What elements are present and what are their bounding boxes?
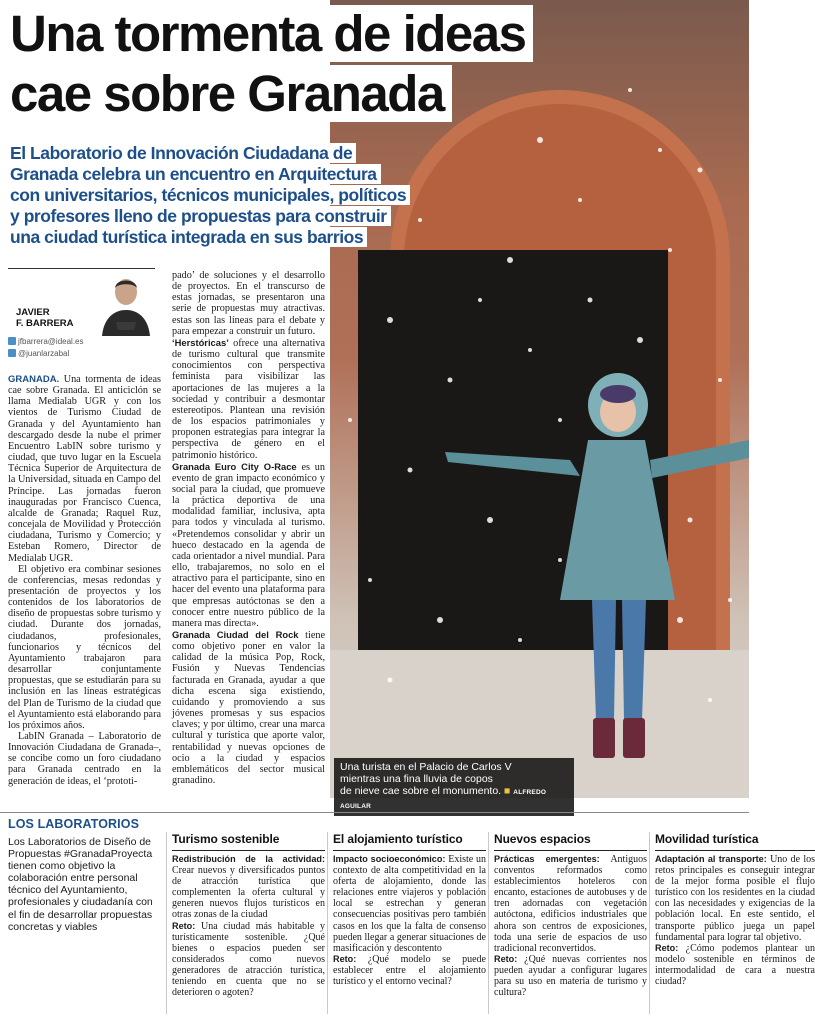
headline-line-1: Una tormenta de ideas	[8, 5, 533, 62]
section-divider	[0, 812, 749, 813]
paragraph-1	[8, 374, 161, 564]
lab-key-1: Adaptación al transporte:	[655, 854, 767, 864]
author-name	[16, 308, 96, 329]
caption-line-3-text: de nieve cae sobre el monumento.	[340, 785, 502, 797]
lab-column-text	[172, 854, 325, 998]
lab-column-alojamiento	[333, 832, 486, 1022]
column-divider	[166, 832, 167, 1014]
lab-text-2: ¿Qué nuevas corrientes nos pueden ayudar a configurar lugares para su uso en materia de turismo y cultura?	[494, 953, 647, 999]
lab-text-2: Una ciudad más habitable y turísticamente sostenible. ¿Qué bienes o espacios pueden ser considerados como nuevos generadores de atracción turística, teniendo en cuenta que no se deterioren o agoten?	[172, 920, 325, 999]
lab-text-2: ¿Cómo podemos plantear un modelo sostenible en términos de intermodalidad de cara a nuestra ciudad?	[655, 942, 815, 988]
lab-column-text	[655, 854, 815, 987]
author-avatar	[98, 272, 154, 336]
byline	[8, 272, 155, 342]
lab-column-title: Turismo sostenible	[172, 832, 325, 851]
column-divider	[488, 832, 489, 1014]
paragraph-1-text: Una tormenta de ideas cae sobre Granada. El anticiclón se llama Medialab UGR y con los vientos de Turismo Ciudad de Granada y del Ayuntamiento han descargado desde la nube el primer Encuentro LabIN sobre turismo y ciudad, que tuvo lugar en la Escuela Técnica Superior de Arquitectura de la Universidad, situada en Campo del Príncipe. Las jornadas fueron inauguradas por Francisco Cuenca, alcalde de Granada; Raquel Ruz, concejala de Movilidad y Protección ciudadana, Turismo y Comercio; y Esteban Romero, Director de Medialab UGR.	[8, 374, 161, 564]
author-name-line-2: F. BARRERA	[16, 317, 74, 329]
dateline: GRANADA.	[8, 374, 60, 385]
herstoricas-text: ofrece una alternativa de turismo cultural que transmite conocimientos con perspectiva feminista para visibilizar las aportaciones de las mujeres a la sociedad y contribuir a desmontar estereotipos. Plantean una revisión de los espacios patrimoniales y proponen estrategias para integrar la perspectiva de género en el patrimonio histórico.	[172, 337, 325, 461]
caption-line-3	[340, 785, 568, 813]
photo-caption	[334, 758, 574, 816]
o-race-text: es un evento de gran impacto económico y social para la ciudad, que promueve la práctica deportiva de una modalidad familiar, inclusiva, apta para todos y vinculada al turismo. «Pretendemos consolidar y abrir un hueco destacado en la agenda de cada orientador a nivel mundial. Para ello, trabajaremos, no solo en el atractivo para el participante, sino en hacer del evento una plataforma para que empresas autóctonas se den a conocer entre nuestro público de la manera mas directa».	[172, 461, 325, 629]
caption-line-2: mientras una fina lluvia de copos	[340, 773, 493, 785]
lab-text-1: Antiguos conventos reformados como establecimientos hoteleros con encanto, estaciones de autobuses y de tren adornadas con vegetación autóctona, edificios industriales que ahora son centros de exposiciones, toda una serie de espacios de uso tradicional reconvertidos.	[494, 854, 647, 954]
paragraph-o-race	[172, 461, 325, 629]
lab-column-turismo	[172, 832, 325, 1022]
lab-key-1: Prácticas emergentes:	[494, 854, 600, 864]
lab-column-title: Nuevos espacios	[494, 832, 647, 851]
subhead-line-5: una ciudad turística integrada en sus barrios	[8, 227, 367, 247]
subhead-line-4: y profesores lleno de propuestas para construir	[8, 206, 391, 226]
lab-key-1: Redistribución de la actividad:	[172, 854, 325, 864]
article-column-1	[8, 374, 161, 787]
paragraph-3: LabIN Granada – Laboratorio de Innovación Ciudadana de Granada–, se concibe como un foro ciudadano para Granada centrado en la generación de ideas, el ‘prototi-	[8, 731, 161, 787]
paragraph-4: pado’ de soluciones y el desarrollo de proyectos. En el transcurso de estas jornadas, se presentaron una serie de propuestas muy atractivas. estas son las líneas para el debate y para empezar a construir un futuro.	[172, 270, 325, 337]
author-email-line	[8, 337, 155, 347]
lab-column-movilidad	[655, 832, 815, 1022]
lab-column-title: Movilidad turística	[655, 832, 815, 851]
lab-key-2: Reto:	[655, 942, 679, 953]
subheadline	[8, 143, 446, 248]
subhead-line-2: Granada celebra un encuentro en Arquitectura	[8, 164, 381, 184]
laboratorios-title: LOS LABORATORIOS	[8, 817, 140, 831]
column-divider	[649, 832, 650, 1014]
twitter-icon	[8, 349, 16, 357]
lab-column-nuevos-espacios	[494, 832, 647, 1022]
lab-column-text	[494, 854, 647, 998]
caption-line-1: Una turista en el Palacio de Carlos V	[340, 761, 512, 773]
column-divider	[327, 832, 328, 1014]
byline-divider	[8, 268, 155, 269]
herstoricas-title: ‘Herstóricas’	[172, 336, 229, 348]
lab-column-text	[333, 854, 486, 987]
author-name-line-1: JAVIER	[16, 307, 50, 318]
author-twitter-line	[8, 349, 155, 359]
lab-text-1: Crear nuevos y diversificados puntos de atracción turística que complementen la oferta cultural y generen nuevos flujos turísticos en otras zonas de la ciudad	[172, 865, 325, 921]
rock-title: Granada Ciudad del Rock	[172, 629, 299, 640]
laboratorios-intro: Los Laboratorios de Diseño de Propuestas #GranadaProyecta tienen como objetivo la colaboración entre personal técnico del Ayuntamiento, profesionales y ciudadanía con el fin de desarrollar propuestas concretas y viables	[8, 836, 153, 933]
email-icon	[8, 337, 16, 345]
o-race-title: Granada Euro City O-Race	[172, 460, 297, 472]
paragraph-2: El objetivo era combinar sesiones de conferencias, mesas redondas y presentación de proyectos y los contenidos de los laboratorios de diseño de propuestas sobre turismo y ciudad. Durante dos jornadas, ciudadanos, profesionales, funcionarios y técnicos del Ayuntamiento trabajaron para desarrollar conjuntamente propuestas, que se estudiarán para su inclusión en las líneas estratégicas del Plan de Turismo de la ciudad que el Ayuntamiento está elaborando para los próximos años.	[8, 563, 161, 731]
author-email[interactable]: jfbarrera@ideal.es	[18, 337, 84, 346]
headline	[8, 4, 598, 124]
paragraph-rock	[172, 629, 325, 786]
subhead-line-3: con universitarios, técnicos municipales, políticos	[8, 185, 410, 205]
lab-column-title: El alojamiento turístico	[333, 832, 486, 851]
lab-text-1: Uno de los retos principales es conseguir integrar de la mejor forma posible el flujo turístico con los residentes en la ciudad con las necesidades y exigencias de la población local. En este sentido, el transporte público juega un papel fundamental para lograr tal objetivo.	[655, 854, 815, 943]
lab-key-2: Reto:	[494, 953, 518, 964]
lab-key-2: Reto:	[172, 920, 196, 931]
rock-text: tiene como objetivo poner en valor la calidad de la música Pop, Rock, Fusión y Nuevas Tendencias facturada en Granada, ayudar a que dicha escena siga existiendo, cuidando y promoviendo a sus jóvenes promesas y sus espacios claves; y por último, crear una marca cultural y turística que aporte valor, rentabilidad y nuevas opciones de ocio a la ciudad y espacios emblemáticos del sector musical granadino.	[172, 630, 325, 787]
paragraph-herstoricas	[172, 337, 325, 461]
photo-credit: ALFREDO AGUILAR	[340, 789, 547, 810]
lab-key-2: Reto:	[333, 953, 357, 964]
article-column-2	[172, 270, 325, 786]
lab-text-1: Existe un contexto de alta competitividad en la oferta de alojamiento, donde las relaciones entre viajeros y población local se estrechan y generan consecuencias positivas pero también casos en los que la falta de consenso pueden llegar a generar situaciones de masificación y descontento	[333, 854, 486, 954]
lab-key-1: Impacto socioeconómico:	[333, 854, 446, 864]
author-twitter[interactable]: @juanlarzabal	[18, 349, 70, 358]
lab-text-2: ¿Qué modelo se puede establecer entre el alojamiento turístico y el entorno vecinal?	[333, 953, 486, 988]
headline-line-2: cae sobre Granada	[8, 65, 452, 122]
credit-separator: ■	[504, 785, 511, 797]
subhead-line-1: El Laboratorio de Innovación Ciudadana de	[8, 143, 356, 163]
